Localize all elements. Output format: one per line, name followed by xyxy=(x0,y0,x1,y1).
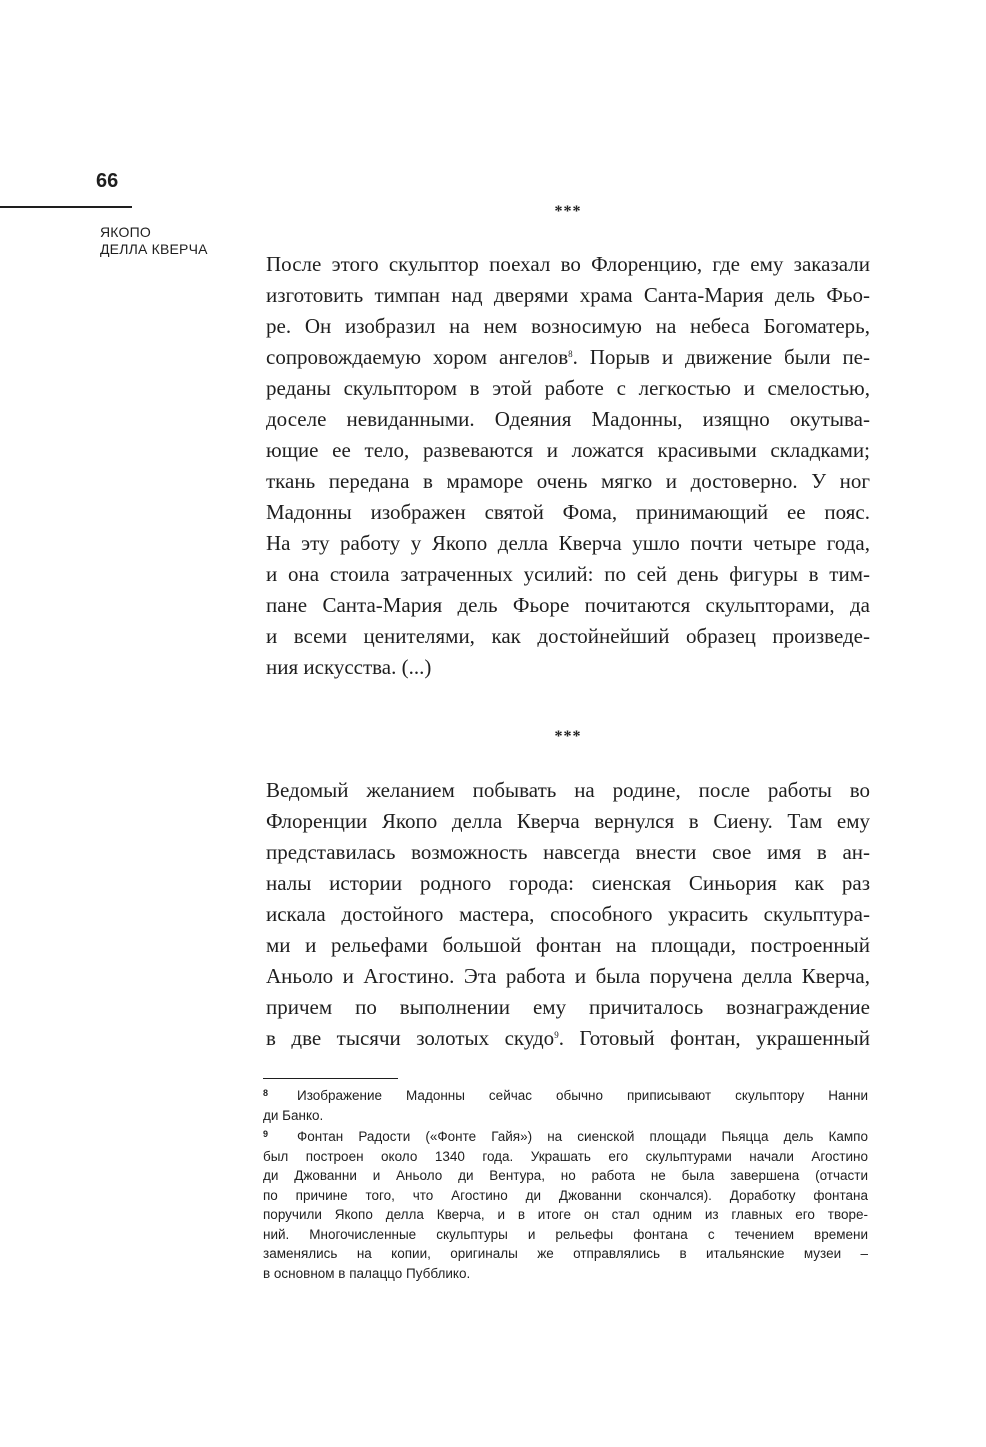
paragraph-2 xyxy=(266,775,870,1054)
text-line: Ведомый желанием побывать на родине, после работы во xyxy=(266,778,870,802)
running-head-line-2: ДЕЛЛА КВЕРЧА xyxy=(100,241,208,257)
text-line: искала достойного мастера, способного украсить скульптура- xyxy=(266,902,870,926)
paragraph-1 xyxy=(266,249,870,683)
footnote-8: 8 Изображение Мадонны сейчас обычно приписывают скульптору Нанни ди Банко. xyxy=(263,1084,868,1125)
page-number: 66 xyxy=(96,170,119,192)
text-line: налы истории родного города: сиенская Синьория как раз xyxy=(266,871,870,895)
text-line: изготовить тимпан над дверями храма Санта-Мария дель Фьо- xyxy=(266,283,870,307)
text-line: На эту работу у Якопо делла Кверча ушло почти четыре года, xyxy=(266,531,870,555)
header-rule xyxy=(0,206,132,208)
section-separator-2: *** xyxy=(554,728,582,745)
text-line: и всеми ценителями, как достойнейший образец произведе- xyxy=(266,624,870,648)
text-line: реданы скульптором в этой работе с легкостью и смелостью, xyxy=(266,376,870,400)
text-line: Мадонны изображен святой Фома, принимающий ее пояс. xyxy=(266,500,870,524)
running-head-line-1: ЯКОПО xyxy=(100,224,151,240)
text-line-with-footnote: в две тысячи золотых скудо$^9$. Готовый фонтан, украшенный xyxy=(266,1026,870,1050)
footnote-marker: 8 xyxy=(263,1088,269,1098)
footnote-ref-9[interactable]: 9 xyxy=(554,1030,559,1040)
footnote-marker: 9 xyxy=(263,1129,269,1139)
footnote-ref-8[interactable]: 8 xyxy=(568,349,573,359)
text-line: причем по выполнении ему причиталось вознаграждение xyxy=(266,995,870,1019)
running-head xyxy=(100,224,208,258)
footnotes xyxy=(263,1084,868,1283)
text-line: представилась возможность навсегда внести свое имя в ан- xyxy=(266,840,870,864)
text-line: ткань передана в мраморе очень мягко и достоверно. У ног xyxy=(266,469,870,493)
section-separator-1: *** xyxy=(554,203,582,220)
text-line: доселе невиданными. Одеяния Мадонны, изящно окутыва- xyxy=(266,407,870,431)
text-line-with-footnote: сопровождаемую хором ангелов$^8$. Порыв и движение были пе- xyxy=(266,345,870,369)
text-line: пане Санта-Мария дель Фьоре почитаются скульпторами, да xyxy=(266,593,870,617)
text-line: ющие ее тело, развеваются и ложатся красивыми складками; xyxy=(266,438,870,462)
text-line: ния искусства. (...) xyxy=(266,655,432,679)
text-line: и она стоила затраченных усилий: по сей день фигуры в тим- xyxy=(266,562,870,586)
text-line: ми и рельефами большой фонтан на площади, построенный xyxy=(266,933,870,957)
text-line: Аньоло и Агостино. Эта работа и была поручена делла Кверча, xyxy=(266,964,870,988)
text-line: После этого скульптор поехал во Флоренцию, где ему заказали xyxy=(266,252,870,276)
footnote-rule xyxy=(263,1078,398,1079)
text-line: ре. Он изобразил на нем возносимую на небеса Богоматерь, xyxy=(266,314,870,338)
footnote-9: 9 Фонтан Радости («Фонте Гайя») на сиенской площади Пьяцца дель Кампо был построен около 1340 года. Украшать его скульптурами начали Агостино ди Джованни и Аньоло ди Вентура, но работа не была завершена (отчасти по причине того, что Агостино ди Джованни скончался). Доработку фонтана поручили Якопо делла Кверча, и в итоге он стал одним из главных его творе- ний. Многочисленные скульптуры и рельефы фонтана с течением времени заменялись на копии, оригиналы же отправлялись в итальянские музеи – в основном в палаццо Пубблико. xyxy=(263,1125,868,1283)
text-line: Флоренции Якопо делла Кверча вернулся в Сиену. Там ему xyxy=(266,809,870,833)
